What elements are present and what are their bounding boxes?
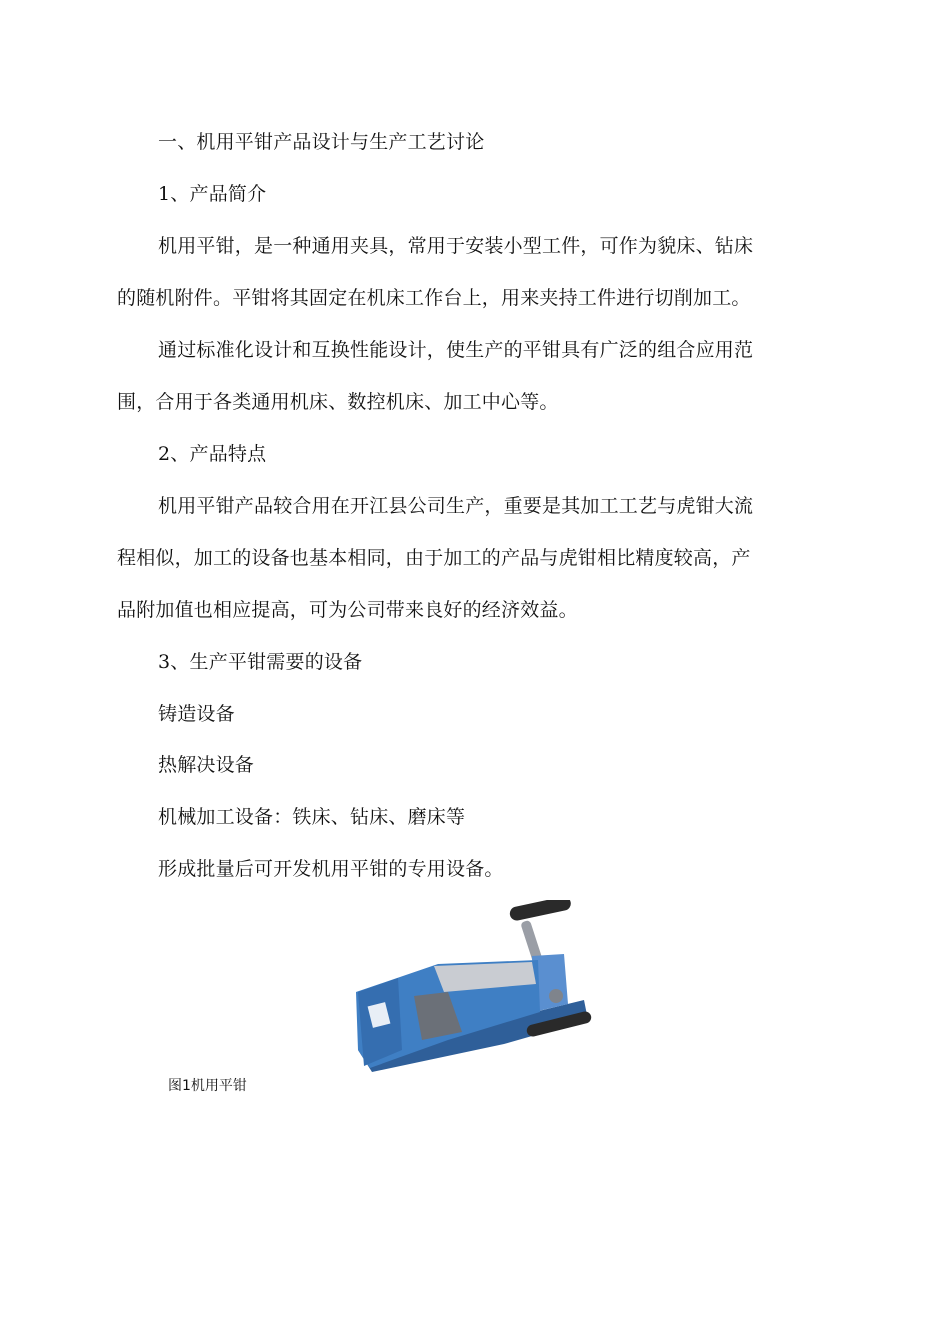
intro-para2-line1: 通过标准化设计和互换性能设计，使生产的平钳具有广泛的组合应用范	[158, 339, 754, 361]
features-para-line1: 机用平钳产品较合用在开江县公司生产，重要是其加工工艺与虎钳大流	[158, 495, 754, 517]
section-title-equipment: 3、生产平钳需要的设备	[158, 651, 363, 673]
intro-para1-line1: 机用平钳，是一种通用夹具，常用于安装小型工件，可作为貌床、钻床	[158, 235, 754, 257]
vise-handle-grip	[509, 900, 573, 922]
intro-para2-line2: 围，合用于各类通用机床、数控机床、加工中心等。	[117, 391, 559, 413]
section-title-features: 2、产品特点	[158, 443, 267, 465]
features-para-line2: 程相似，加工的设备也基本相同，由于加工的产品与虎钳相比精度较高，产	[117, 547, 751, 569]
equipment-item-machining: 机械加工设备：铁床、钻床、磨床等	[158, 806, 466, 828]
equipment-item-heat-treatment: 热解决设备	[158, 754, 255, 776]
intro-para1-line2: 的随机附件。平钳将其固定在机床工作台上，用来夹持工件进行切削加工。	[117, 287, 751, 309]
machine-vise-illustration	[352, 900, 596, 1078]
figure-caption: 图1机用平钳	[168, 1078, 247, 1094]
vise-screw-knob	[549, 989, 563, 1003]
section-title-intro: 1、产品简介	[158, 183, 267, 205]
features-para-line3: 品附加值也相应提高，可为公司带来良好的经济效益。	[117, 599, 578, 621]
machine-vise-figure	[352, 900, 596, 1078]
document-heading: 一、机用平钳产品设计与生产工艺讨论	[158, 131, 485, 153]
equipment-item-special: 形成批量后可开发机用平钳的专用设备。	[158, 858, 504, 880]
equipment-item-casting: 铸造设备	[158, 703, 235, 725]
